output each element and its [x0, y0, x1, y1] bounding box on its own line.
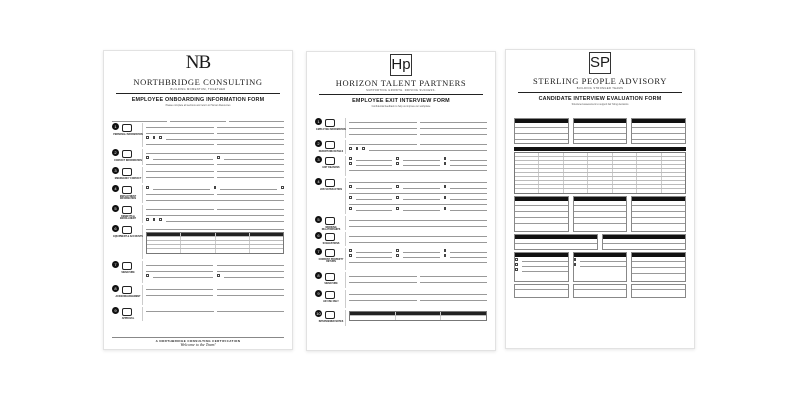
form-title: EMPLOYEE ONBOARDING INFORMATION FORM — [131, 97, 265, 103]
text-field[interactable] — [217, 209, 285, 210]
company-name: HORIZON TALENT PARTNERS — [335, 78, 467, 88]
checkbox[interactable] — [349, 157, 352, 160]
checkmark-icon — [122, 308, 132, 316]
data-table — [146, 232, 284, 254]
certification-footer: A NORTHBRIDGE CONSULTING CERTIFICATION — [112, 337, 284, 342]
checkbox[interactable] — [146, 156, 149, 159]
form-section: 3 EXIT REASONS — [315, 156, 487, 176]
header-divider — [319, 94, 483, 95]
person-icon — [325, 119, 335, 127]
form-body — [315, 118, 487, 336]
form-section: 2 DEPARTURE DETAILS — [315, 140, 487, 154]
form-section: 6 EQUIPMENT & ACCOUNTS — [112, 225, 284, 259]
form-body — [112, 117, 284, 335]
company-tagline: SUPPORTING GROWTH. DRIVING SUCCESS. — [366, 89, 436, 92]
text-field[interactable] — [420, 134, 488, 135]
checkbox[interactable] — [356, 147, 359, 150]
checkbox[interactable] — [217, 274, 220, 277]
briefcase-icon — [122, 186, 132, 194]
interview-evaluation-form-document — [505, 49, 695, 349]
form-section: 9 APPROVAL — [112, 307, 284, 321]
checkbox[interactable] — [146, 186, 149, 189]
company-name: NORTHBRIDGE CONSULTING — [133, 77, 263, 87]
form-section: 8 ACKNOWLEDGEMENT — [112, 285, 284, 305]
horizon-monogram: Hp — [390, 54, 412, 76]
sterling-logo — [506, 52, 694, 74]
text-field[interactable] — [217, 194, 285, 195]
home-icon — [122, 150, 132, 158]
text-field[interactable] — [349, 134, 417, 135]
checkbox[interactable] — [159, 136, 162, 139]
competency-assessment-header — [514, 147, 686, 151]
form-body — [514, 116, 686, 334]
sterling-monogram: SP — [589, 52, 611, 74]
text-field[interactable] — [217, 133, 285, 134]
checkbox[interactable] — [159, 218, 162, 221]
form-section: 3 EMERGENCY CONTACT — [112, 167, 284, 183]
text-field[interactable] — [217, 177, 285, 178]
competency-rating-table — [514, 152, 686, 194]
checkbox[interactable] — [396, 157, 399, 160]
header-divider — [116, 93, 280, 94]
shield-icon — [122, 206, 132, 214]
header-divider — [518, 92, 682, 93]
text-field[interactable] — [146, 153, 284, 154]
people-icon — [325, 217, 335, 225]
text-field[interactable] — [349, 128, 417, 129]
text-field[interactable] — [146, 177, 214, 178]
pen-icon — [122, 286, 132, 294]
notes-icon — [325, 311, 335, 319]
checkbox[interactable] — [146, 274, 149, 277]
form-title: EMPLOYEE EXIT INTERVIEW FORM — [352, 98, 450, 104]
person-icon — [122, 124, 132, 132]
checkbox[interactable] — [396, 162, 399, 165]
laptop-icon — [122, 226, 132, 234]
text-field[interactable] — [420, 128, 488, 129]
form-subtitle: Confidential feedback to help us improve our workplace — [371, 105, 431, 108]
exit-interview-form-document — [306, 51, 496, 351]
company-tagline: BUILDING STRONGER TEAMS — [576, 87, 624, 90]
text-field[interactable] — [349, 122, 417, 123]
text-field[interactable] — [146, 144, 214, 145]
text-field[interactable] — [420, 122, 488, 123]
checkbox[interactable] — [153, 136, 156, 139]
form-section: 9 HR USE ONLY — [315, 290, 487, 308]
checkbox[interactable] — [146, 218, 149, 221]
northbridge-monogram: NB — [185, 52, 211, 73]
text-field[interactable] — [146, 127, 214, 128]
form-section: 7 COMPANY PROPERTY RETURN — [315, 248, 487, 270]
checkbox[interactable] — [349, 162, 352, 165]
checkbox[interactable] — [214, 186, 217, 189]
text-field[interactable] — [217, 127, 285, 128]
text-field[interactable] — [146, 209, 214, 210]
form-section: 10 INTERVIEWER NOTES — [315, 310, 487, 326]
checkbox[interactable] — [444, 162, 447, 165]
form-section: 6 SUGGESTIONS — [315, 232, 487, 246]
horizon-logo — [307, 54, 495, 76]
box-icon — [325, 249, 335, 257]
text-field[interactable] — [146, 215, 284, 216]
form-section: 1 EMPLOYEE INFORMATION — [315, 118, 487, 138]
door-exit-icon — [325, 157, 335, 165]
form-section: 5 WORKING RELATIONSHIPS — [315, 216, 487, 230]
company-tagline: BUILDING MOMENTUM, TOGETHER — [170, 88, 226, 91]
onboarding-form-document — [103, 50, 293, 350]
form-title: CANDIDATE INTERVIEW EVALUATION FORM — [538, 96, 662, 102]
form-section: 2 CONTACT INFORMATION — [112, 149, 284, 165]
text-field[interactable] — [217, 164, 285, 165]
northbridge-logo — [104, 53, 292, 75]
info-panels — [514, 116, 686, 144]
checkbox[interactable] — [362, 147, 365, 150]
text-field[interactable] — [146, 164, 214, 165]
calendar-icon — [325, 141, 335, 149]
lightbulb-icon — [325, 233, 335, 241]
form-section: 4 EMPLOYMENT INFORMATION — [112, 185, 284, 203]
checkbox[interactable] — [281, 186, 284, 189]
company-name: STERLING PEOPLE ADVISORY — [533, 76, 667, 86]
text-field[interactable] — [146, 133, 214, 134]
evaluation-panels — [514, 194, 686, 232]
checkbox[interactable] — [444, 157, 447, 160]
thumbs-up-icon — [325, 179, 335, 187]
checkbox[interactable] — [349, 147, 352, 150]
text-field[interactable] — [146, 194, 214, 195]
form-subtitle: Structured assessment to support fair hiring decisions — [571, 103, 629, 106]
phone-icon — [122, 168, 132, 176]
checkbox[interactable] — [217, 156, 220, 159]
text-field[interactable] — [217, 171, 285, 172]
document-icon — [122, 262, 132, 270]
lock-icon — [325, 291, 335, 299]
checkbox[interactable] — [153, 218, 156, 221]
text-field[interactable] — [217, 144, 285, 145]
form-section: 4 JOB SATISFACTION — [315, 178, 487, 214]
text-field[interactable] — [146, 171, 214, 172]
form-section: 8 SIGNATURE — [315, 272, 487, 288]
form-section: 1 PERSONAL INFORMATION — [112, 123, 284, 147]
text-field[interactable] — [146, 200, 284, 201]
welcome-signature: Welcome to the Team! — [180, 342, 216, 347]
checkbox[interactable] — [146, 136, 149, 139]
form-subtitle: Please complete all sections and return to Human Resources — [165, 104, 231, 107]
form-section: 7 SIGNATURE — [112, 261, 284, 283]
form-section: 5 BENEFITS & ENROLLMENT — [112, 205, 284, 223]
pen-icon — [325, 273, 335, 281]
